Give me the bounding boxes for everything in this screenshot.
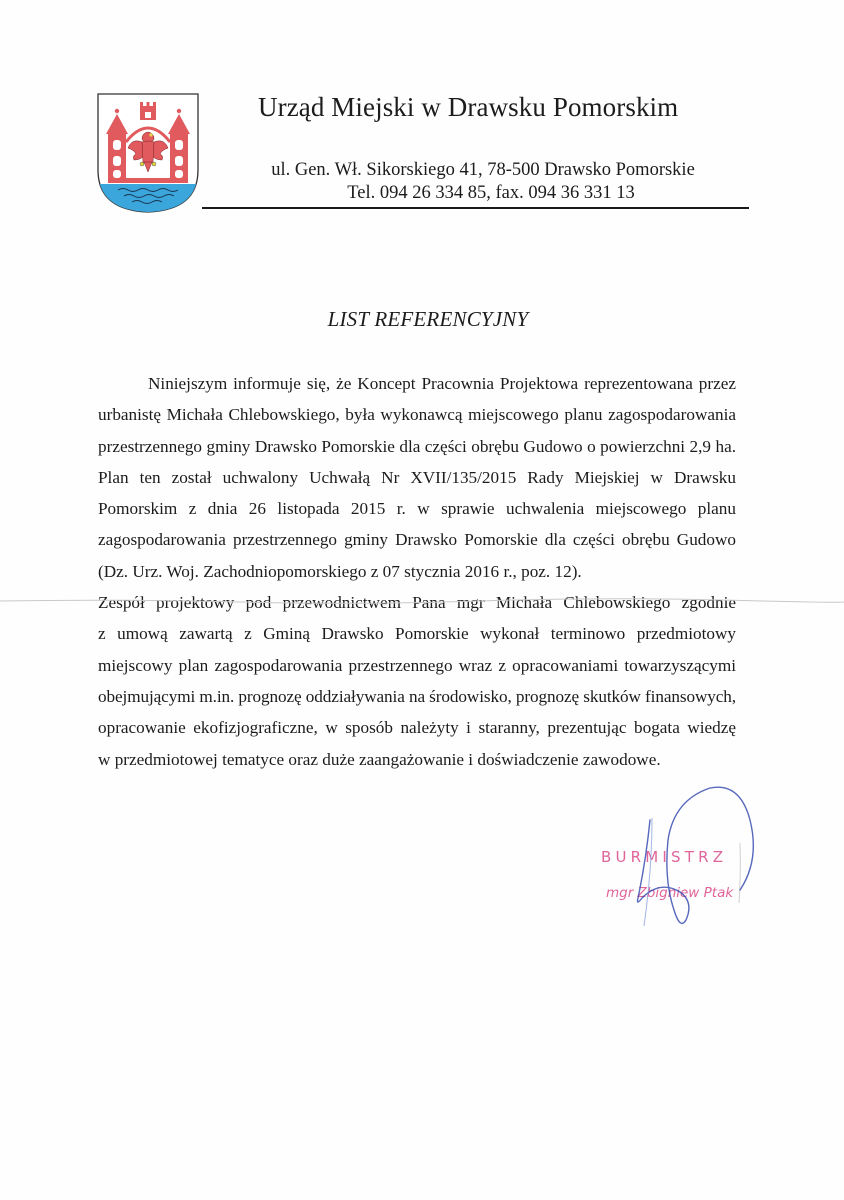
header-divider — [202, 207, 749, 209]
body-line: Plan ten został uchwalony Uchwałą Nr XVII/135/2015 Rady Miejskiej w Drawsku — [98, 467, 736, 487]
body-line: przestrzennego gminy Drawsko Pomorskie dla części obrębu Gudowo o powierzchni 2,9 ha. — [98, 436, 736, 456]
body-line: Pomorskim z dnia 26 listopada 2015 r. w sprawie uchwalenia miejscowego planu — [98, 499, 736, 519]
office-contact: Tel. 094 26 334 85, fax. 094 36 331 13 — [347, 183, 635, 203]
body-line: w przedmiotowej tematyce oraz duże zaangażowanie i doświadczenie zawodowe. — [98, 749, 661, 769]
handwritten-signature — [600, 780, 760, 930]
stamp-name: mgr Zbigniew Ptak — [606, 885, 734, 901]
body-line: miejscowy plan zagospodarowania przestrzennego wraz z opracowaniami towarzyszącymi — [98, 655, 736, 675]
body-line: obejmującymi m.in. prognozę oddziaływania na środowisko, prognozę skutków finansowych, — [98, 686, 736, 706]
body-line: Zespół projektowy pod przewodnictwem Pana mgr Michała Chlebowskiego zgodnie — [98, 593, 736, 613]
body-line: urbanistę Michała Chlebowskiego, była wykonawcą miejscowego planu zagospodarowania — [98, 405, 736, 425]
stamp-role: BURMISTRZ — [601, 848, 728, 866]
body-line: (Dz. Urz. Woj. Zachodniopomorskiego z 07 stycznia 2016 r., poz. 12). — [98, 561, 582, 581]
body-line: zagospodarowania przestrzennego gminy Drawsko Pomorskie dla części obrębu Gudowo — [98, 530, 736, 550]
document-body — [98, 368, 736, 775]
coat-of-arms-icon — [96, 92, 200, 214]
document-title: LIST REFERENCYJNY — [327, 307, 529, 331]
body-line: Niniejszym informuje się, że Koncept Pracownia Projektowa reprezentowana przez — [148, 374, 736, 393]
office-address: ul. Gen. Wł. Sikorskiego 41, 78-500 Drawsko Pomorskie — [271, 160, 695, 180]
body-line: z umową zawartą z Gminą Drawsko Pomorskie wykonał terminowo przedmiotowy — [98, 624, 736, 644]
body-line: opracowanie ekofizjograficzne, w sposób należyty i staranny, prezentując bogata wiedzę — [98, 718, 736, 738]
office-name: Urząd Miejski w Drawsku Pomorskim — [258, 92, 679, 122]
paper-fold-line — [0, 598, 844, 604]
